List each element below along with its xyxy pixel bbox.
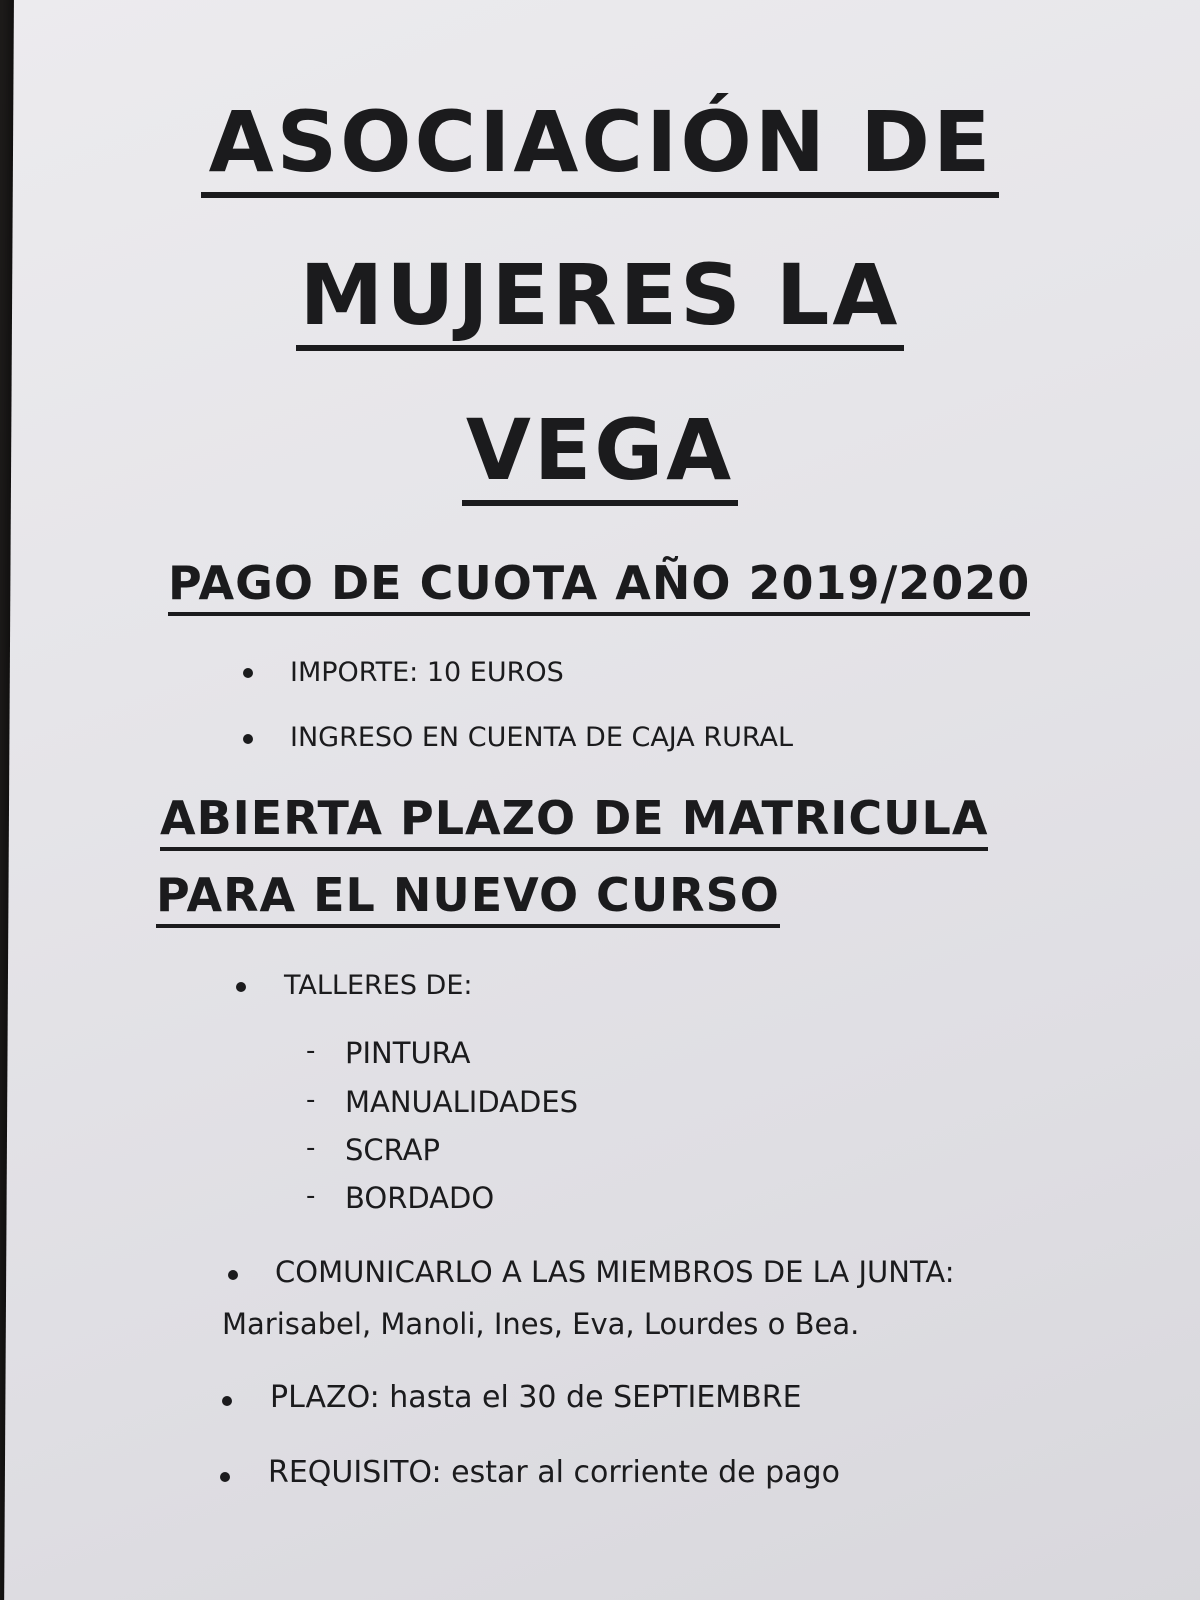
title-line-2-text: MUJERES LA (296, 253, 905, 351)
title-line-3-text: VEGA (462, 408, 738, 506)
bullet-icon (243, 668, 253, 678)
dash-marker: - (306, 1036, 316, 1066)
requisito-text: REQUISITO: estar al corriente de pago (268, 1455, 840, 1490)
bullet-icon (228, 1270, 238, 1280)
matricula-heading-line-2-text: PARA EL NUEVO CURSO (156, 872, 780, 928)
dash-marker: - (306, 1181, 316, 1211)
title-line-2 (0, 246, 1200, 351)
dash-marker: - (306, 1133, 316, 1163)
title-line-3 (0, 401, 1200, 506)
matricula-heading-line-1 (160, 791, 989, 851)
cuota-item-importe: IMPORTE: 10 EUROS (290, 657, 564, 688)
title-line-1-text: ASOCIACIÓN DE (201, 100, 1000, 198)
bullet-icon (236, 982, 246, 992)
taller-item: SCRAP (345, 1133, 440, 1167)
bullet-icon (243, 734, 253, 744)
taller-item: BORDADO (345, 1181, 495, 1215)
title-line-1 (0, 93, 1200, 198)
talleres-label: TALLERES DE: (284, 970, 473, 1001)
bullet-icon (220, 1472, 230, 1482)
cuota-heading-text: PAGO DE CUOTA AÑO 2019/2020 (168, 560, 1030, 616)
bullet-icon (222, 1396, 232, 1406)
dash-marker: - (306, 1085, 316, 1115)
cuota-heading (168, 556, 1031, 616)
comunicar-line-2: Marisabel, Manoli, Ines, Eva, Lourdes o Bea. (222, 1307, 860, 1341)
taller-item: MANUALIDADES (345, 1085, 579, 1119)
plazo-text: PLAZO: hasta el 30 de SEPTIEMBRE (270, 1380, 802, 1415)
matricula-heading-line-1-text: ABIERTA PLAZO DE MATRICULA (160, 795, 988, 851)
cuota-item-ingreso: INGRESO EN CUENTA DE CAJA RURAL (290, 722, 794, 753)
comunicar-line-1: COMUNICARLO A LAS MIEMBROS DE LA JUNTA: (275, 1255, 955, 1289)
matricula-heading-line-2 (156, 868, 780, 928)
taller-item: PINTURA (345, 1036, 471, 1070)
